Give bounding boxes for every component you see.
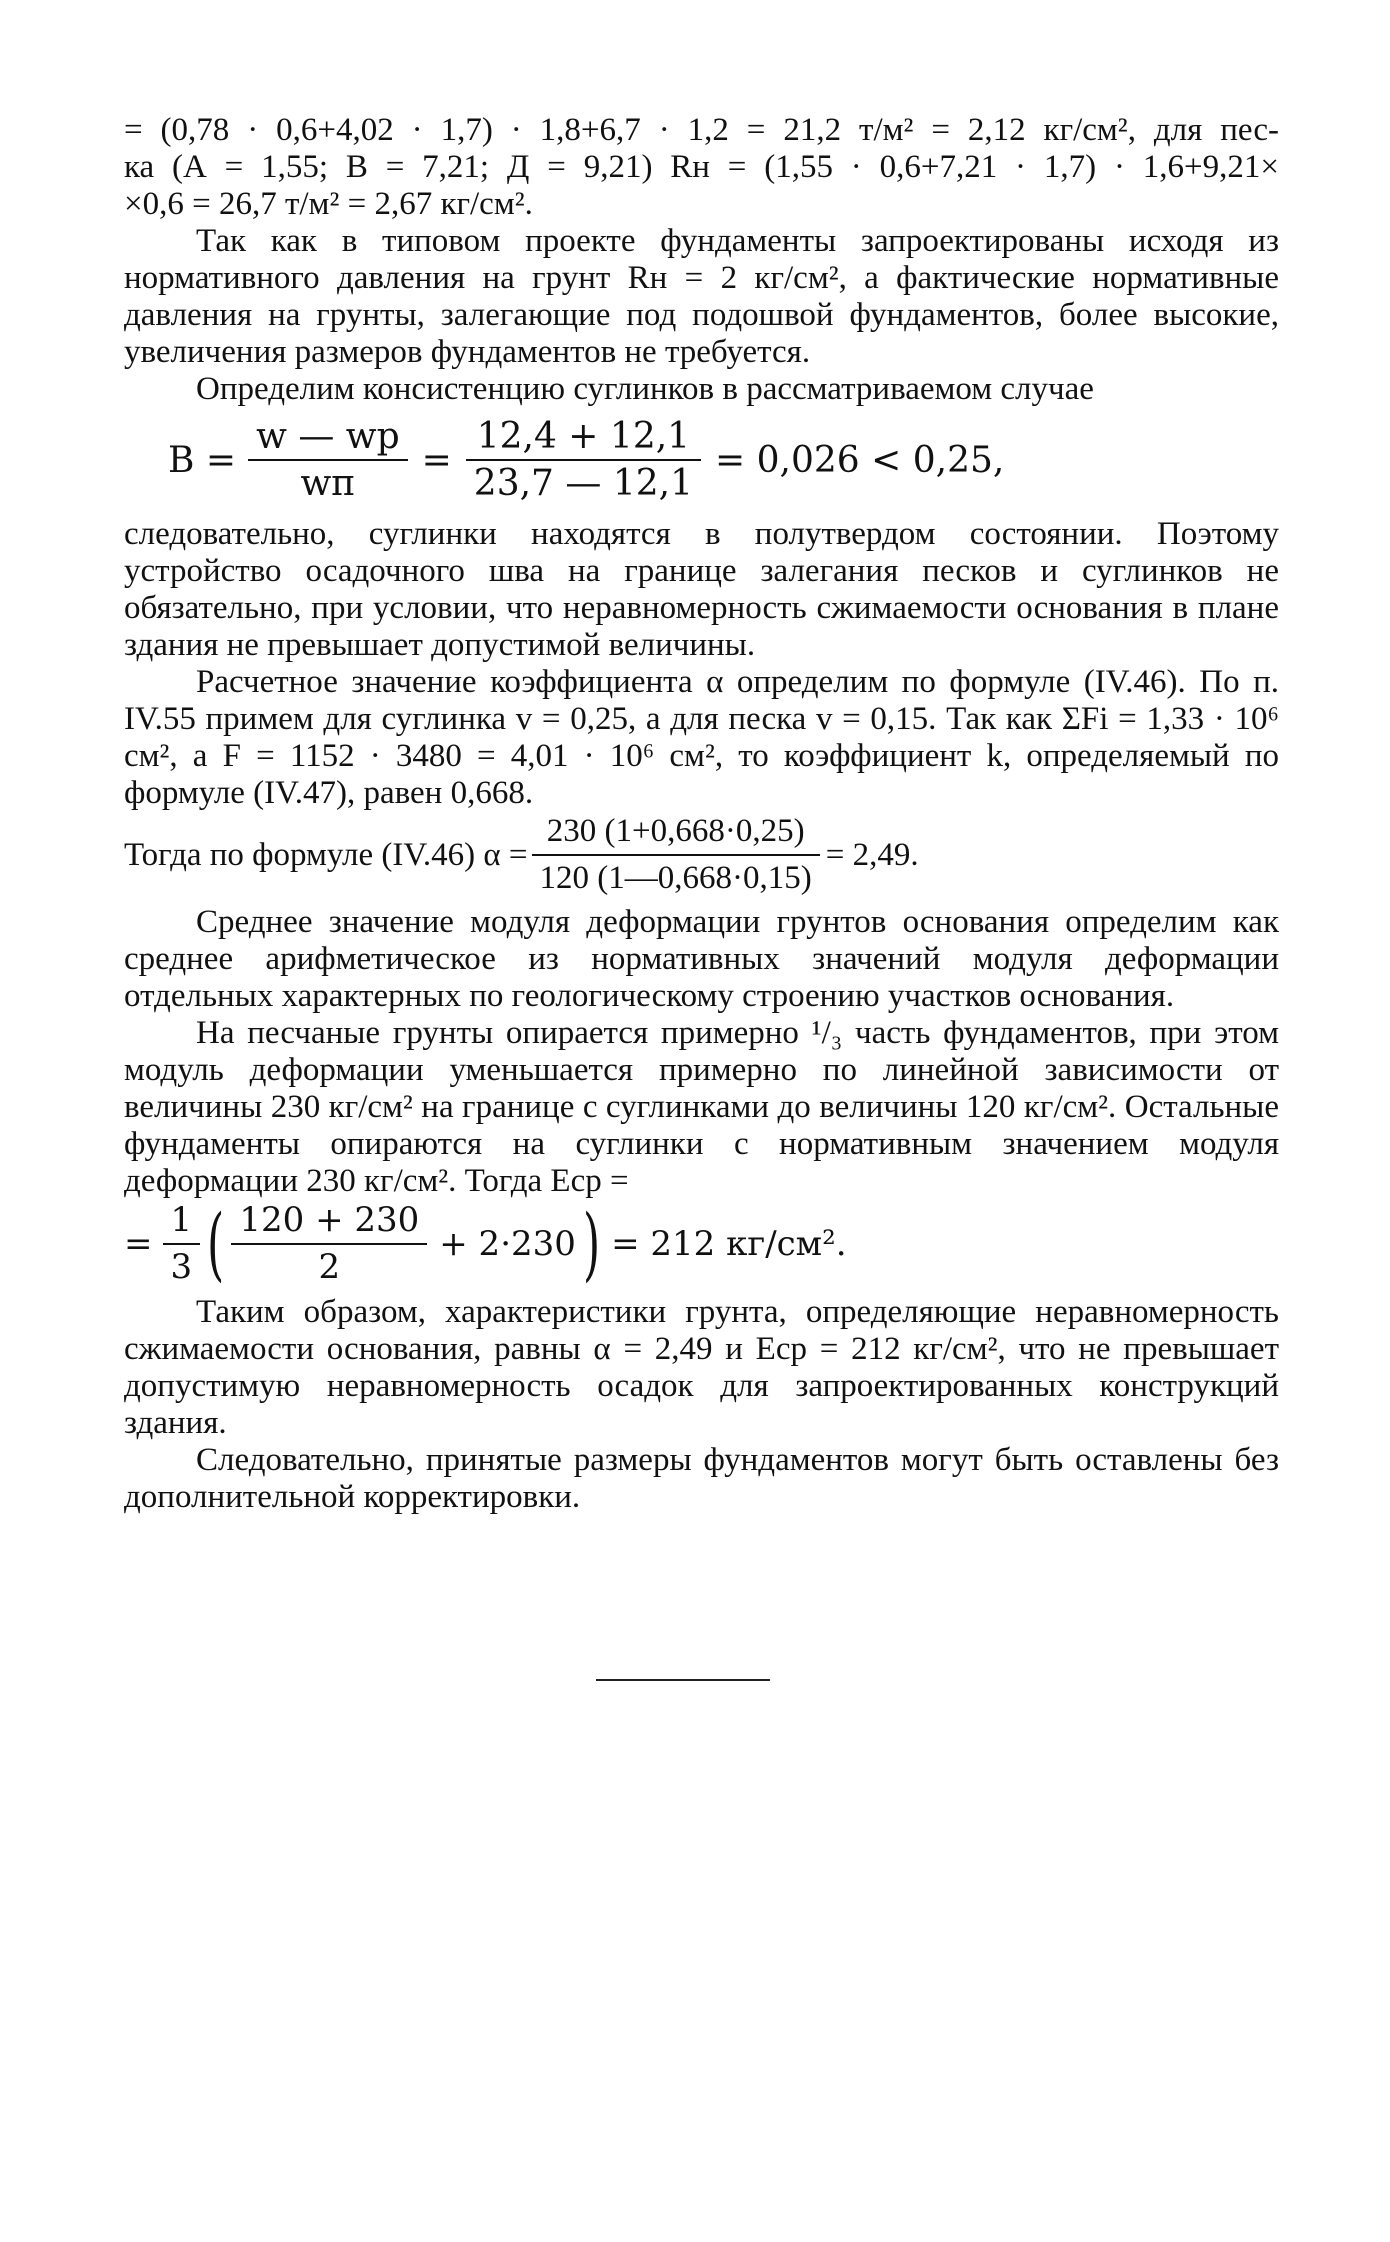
page-text <box>124 112 1279 1516</box>
calc-line-1: = (0,78 · 0,6+4,02 · 1,7) · 1,8+6,7 · 1,2 = 21,2 т/м² = 2,12 кг/см², для пес- <box>124 112 1279 148</box>
fraction-numerator: 230 (1+0,668·0,25) <box>532 813 820 856</box>
fraction-denominator: 2 <box>318 1247 341 1287</box>
equals-sign: = <box>421 439 452 481</box>
paragraph-consistency: Определим консистенцию суглинков в рассматриваемом случае <box>196 371 1094 407</box>
calc-line-3: ×0,6 = 26,7 т/м² = 2,67 кг/см². <box>124 186 533 222</box>
fraction-numerator: 12,4 + 12,1 <box>466 418 701 461</box>
fraction-denominator: wп <box>300 463 356 504</box>
fraction-denominator: 23,7 — 12,1 <box>473 463 693 504</box>
equals-sign: = <box>124 1223 153 1264</box>
paragraph-characteristics: Таким образом, характеристики грунта, определяющие неравномерность сжимаемости основания, равны α = 2,49 и Eср = 212 кг/см², что не превышает допустимую неравномерность осадок для запроектированных конструкций здания. <box>124 1294 1279 1441</box>
fraction-one-third <box>163 1202 201 1286</box>
paragraph-conclusion-state: следовательно, суглинки находятся в полутвердом состоянии. Поэтому устройство осадочного шва на границе залегания песков и суглинков не обязательно, при условии, что неравномерность сжимаемости основания в плане здания не превышает допустимой величины. <box>124 516 1279 663</box>
fraction-numerator: 1 <box>163 1202 201 1245</box>
right-paren: ) <box>582 1197 601 1290</box>
left-paren: ( <box>207 1197 225 1290</box>
calc-line-2: ка (А = 1,55; В = 7,21; Д = 9,21) Rн = (1,55 · 0,6+7,21 · 1,7) · 1,6+9,21× <box>124 149 1279 185</box>
fraction-numerator: 120 + 230 <box>231 1202 427 1245</box>
formula-mean-modulus <box>124 1197 1279 1290</box>
paragraph-final: Следовательно, принятые размеры фундаментов могут быть оставлены без дополнительной корректировки. <box>124 1442 1279 1515</box>
formula-alpha <box>124 812 1279 898</box>
paragraph-project: Так как в типовом проекте фундаменты запроектированы исходя из нормативного давления на грунт Rн = 2 кг/см², а фактические нормативные давления на грунты, залегающие под подошвой фундаментов, более высокие, увеличения размеров фундаментов не требуется. <box>124 223 1279 370</box>
fraction-denominator: 120 (1—0,668·0,15) <box>539 860 812 896</box>
paragraph-alpha: Расчетное значение коэффициента α определим по формуле (IV.46). По п. IV.55 примем для суглинка v = 0,25, а для песка v = 0,15. Так как ΣFi = 1,33 · 10⁶ см², а F = 1152 · 3480 = 4,01 · 10⁶ см², то коэффициент k, определяемый по формуле (IV.47), равен 0,668. <box>124 664 1279 811</box>
formula-consistency <box>168 410 1279 510</box>
paragraph-mean-modulus: Среднее значение модуля деформации грунтов основания определим как среднее арифметическое из нормативных значений модуля деформации отдельных характерных по геологическому строению участков основания. <box>124 904 1279 1014</box>
fraction-denominator: 3 <box>170 1247 193 1287</box>
formula-result: = 212 кг/см². <box>611 1223 847 1264</box>
calc-paragraph <box>124 112 1279 223</box>
fraction-alpha <box>532 813 820 897</box>
fraction-values <box>466 418 701 502</box>
paragraph-sand-foundations: На песчаные грунты опирается примерно ¹/₃ часть фундаментов, при этом модуль деформации уменьшается примерно по линейной зависимости от величины 230 кг/см² на границе с суглинками до величины 120 кг/см². Остальные фундаменты опираются на суглинки с нормативным значением модуля деформации 230 кг/см². Тогда Eср = <box>124 1015 1279 1199</box>
formula-result: = 2,49. <box>825 836 919 873</box>
section-divider <box>596 1679 770 1681</box>
formula-prefix: Тогда по формуле (IV.46) α = <box>124 836 528 873</box>
formula-lhs: B = <box>168 439 237 481</box>
fraction-average <box>231 1202 427 1286</box>
formula-result: = 0,026 < 0,25, <box>715 439 1005 481</box>
fraction-definition <box>248 418 408 502</box>
fraction-numerator: w — wр <box>248 418 408 461</box>
formula-term: + 2·230 <box>439 1223 576 1264</box>
